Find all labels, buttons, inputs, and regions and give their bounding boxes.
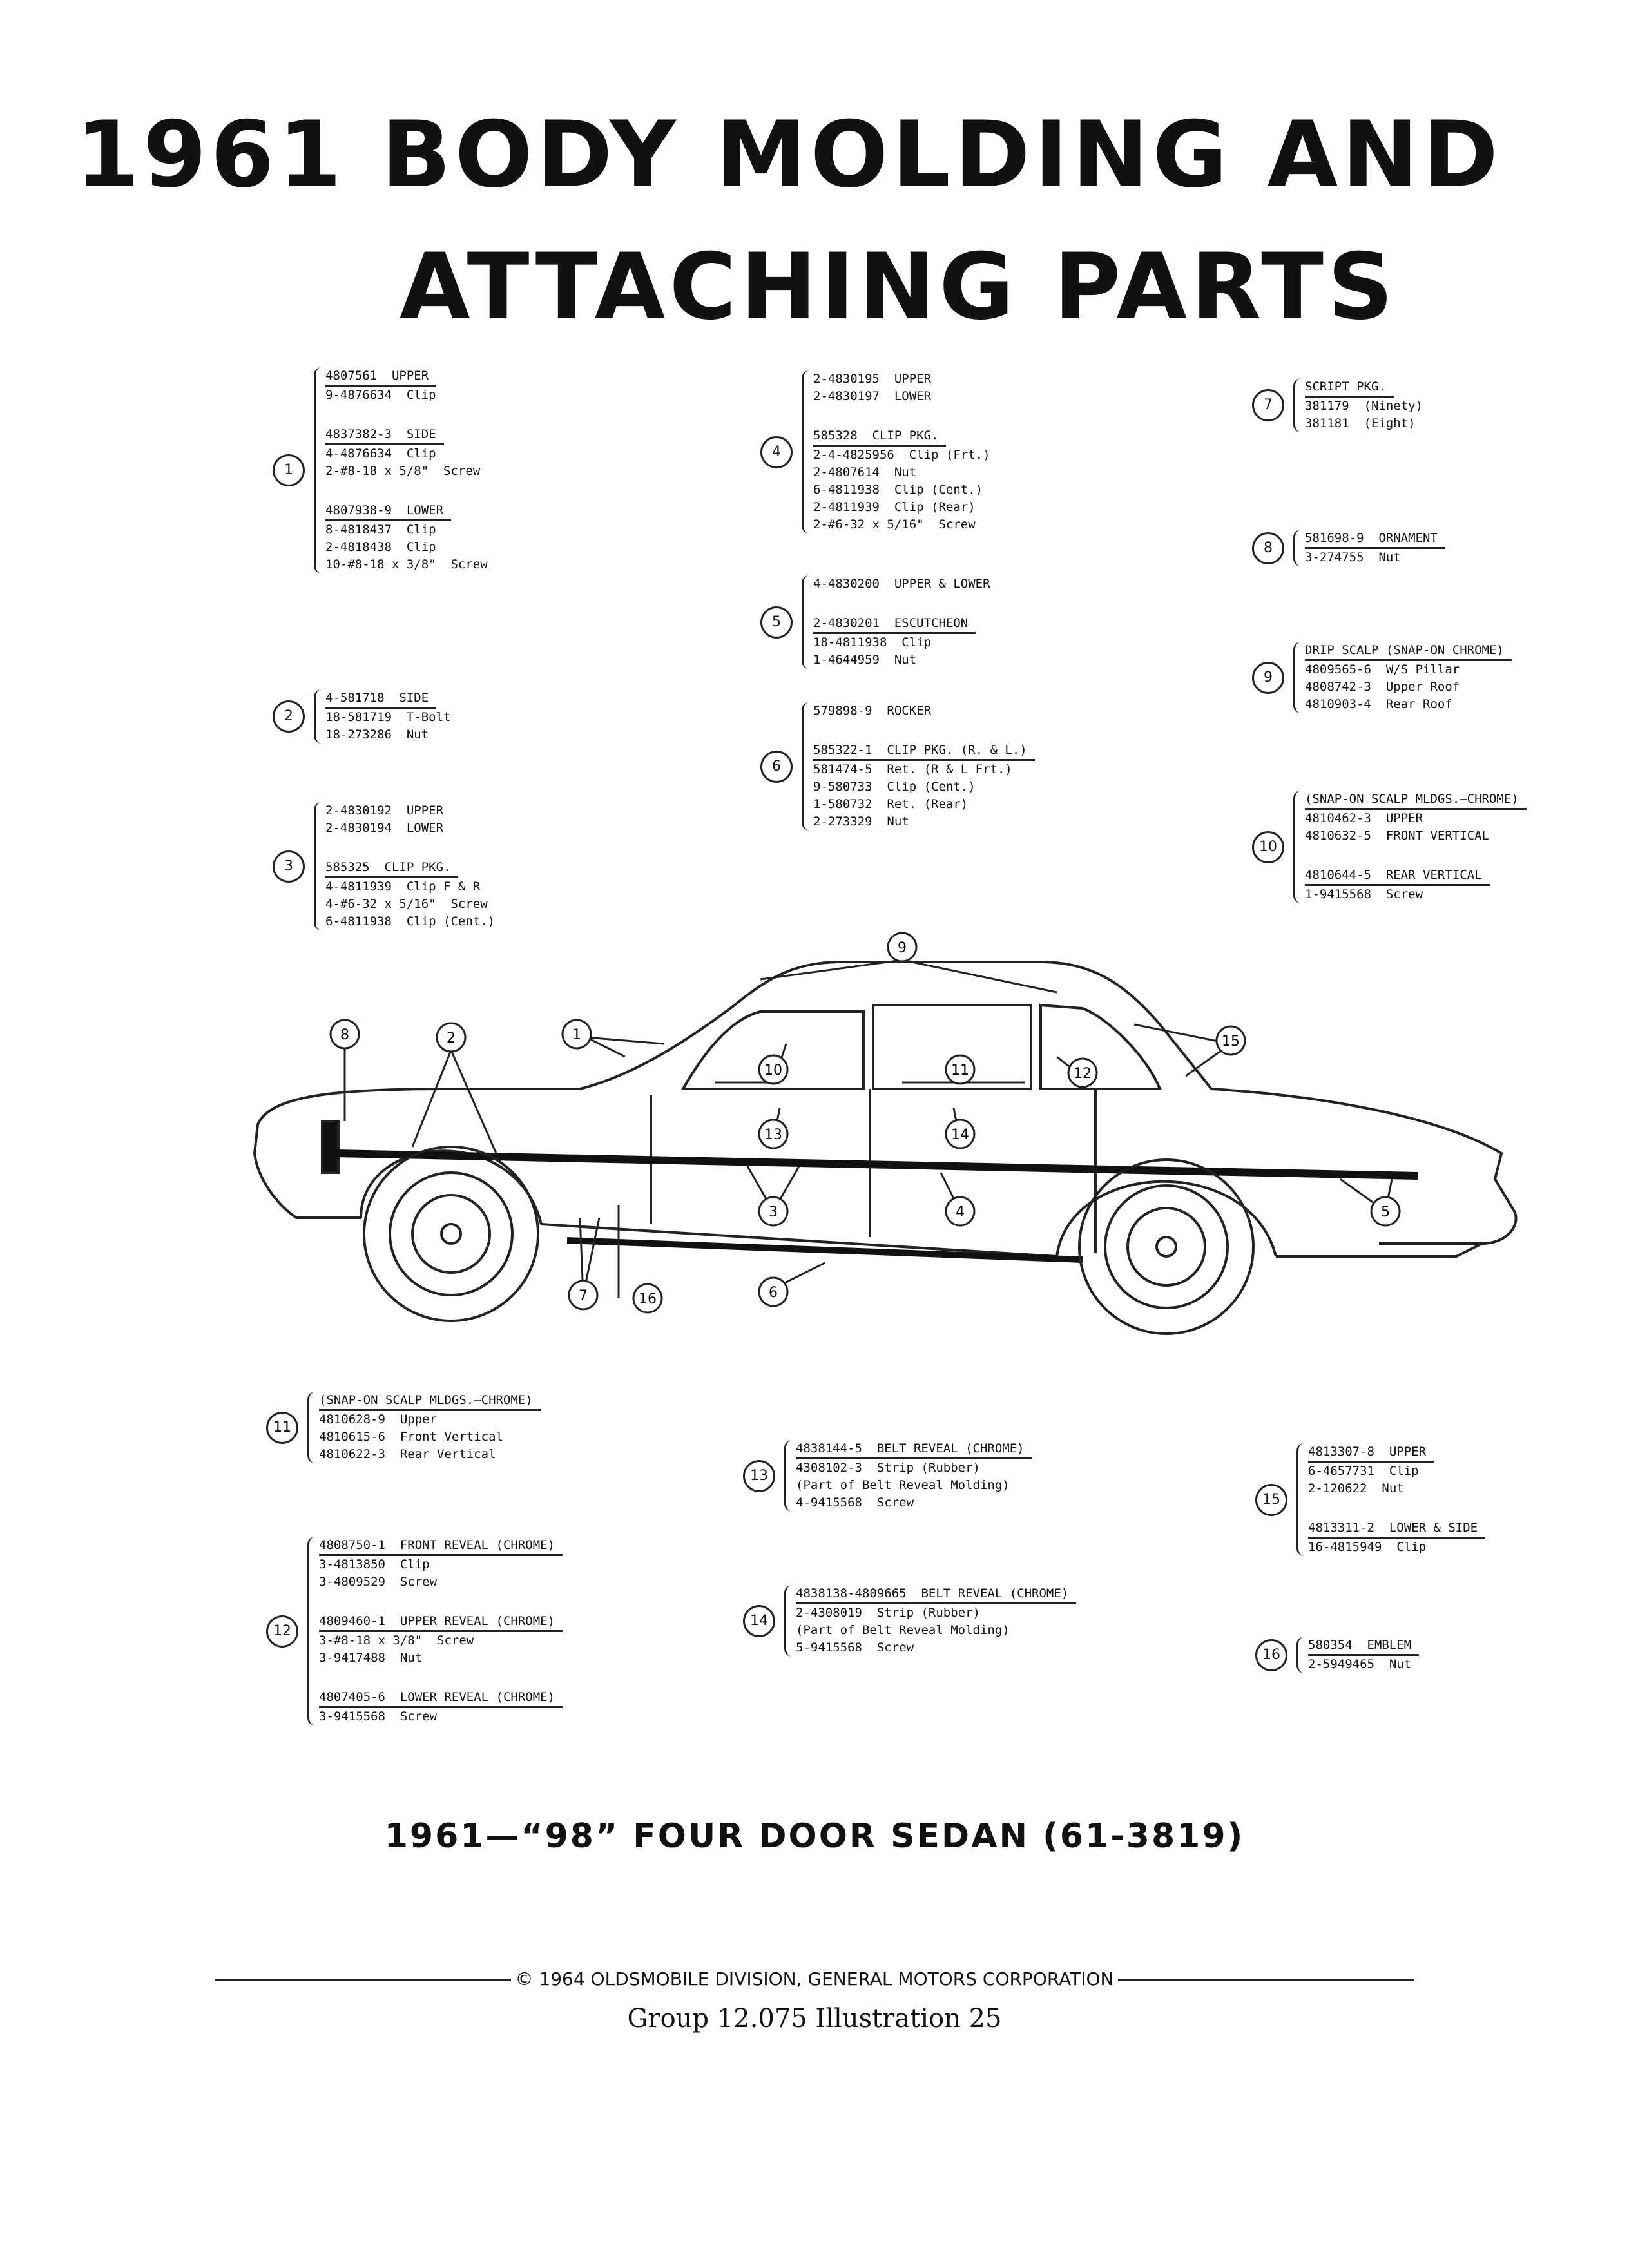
callout-16 [633, 1284, 662, 1312]
part-heading: 580354 EMBLEM [1308, 1637, 1419, 1656]
part-heading: 4807561 UPPER [325, 367, 436, 387]
callout-2 [437, 1023, 465, 1052]
part-line: 2-#6-32 x 5/16" Screw [813, 517, 976, 532]
part-line: 2-4830194 LOWER [325, 821, 444, 835]
part-line: 10-#8-18 x 3/8" Screw [325, 557, 488, 572]
svg-text:5: 5 [1381, 1204, 1390, 1220]
part-line: 6-4811938 Clip (Cent.) [325, 914, 496, 928]
group-brace [1296, 1443, 1305, 1556]
part-line: 4-4830200 UPPER & LOWER [813, 577, 990, 591]
part-line: 4-9415568 Screw [796, 1495, 914, 1510]
svg-text:12: 12 [1074, 1066, 1092, 1082]
part-line: 3-9415568 Screw [319, 1709, 438, 1724]
callout-9 [888, 933, 916, 961]
part-line: 4810628-9 Upper [319, 1412, 438, 1427]
group-number-badge: 13 [743, 1460, 775, 1492]
part-line: 16-4815949 Clip [1308, 1540, 1427, 1554]
part-line: 2-4830197 LOWER [813, 389, 932, 403]
callout-leader-lines [345, 960, 1392, 1298]
callouts [331, 933, 1400, 1312]
svg-text:11: 11 [951, 1062, 969, 1079]
group-number-badge: 12 [266, 1615, 298, 1648]
part-heading: 4837382-3 SIDE [325, 426, 444, 445]
part-line: 9-4876634 Clip [325, 388, 436, 402]
front-wheel [364, 1147, 538, 1321]
part-heading: SCRIPT PKG. [1305, 378, 1394, 398]
svg-text:8: 8 [340, 1027, 349, 1043]
copyright-text: © 1964 OLDSMOBILE DIVISION, GENERAL MOTORS CORPORATION [515, 1968, 1114, 1990]
group-illustration-label: Group 12.075 Illustration 25 [627, 2004, 1002, 2033]
part-line: 2-5949465 Nut [1308, 1657, 1412, 1671]
section-gap [319, 1667, 563, 1689]
part-line: 2-4818438 Clip [325, 540, 436, 554]
svg-text:14: 14 [951, 1127, 969, 1143]
section-gap [319, 1591, 563, 1613]
part-line: 4-4811939 Clip F & R [325, 879, 481, 894]
svg-text:9: 9 [898, 940, 907, 956]
group-number-badge: 3 [273, 850, 305, 883]
callout-13 [759, 1120, 787, 1148]
group-number-badge: 11 [266, 1412, 298, 1444]
part-line: 2-4811939 Clip (Rear) [813, 500, 976, 514]
part-line: 4810615-6 Front Vertical [319, 1430, 503, 1444]
footer-rule-left [215, 1979, 511, 1981]
svg-text:13: 13 [764, 1127, 782, 1143]
parts-group-13 [750, 1440, 1032, 1512]
callout-14 [946, 1120, 974, 1148]
part-heading: 4-581718 SIDE [325, 689, 436, 709]
page-title-line-1: 1961 BODY MOLDING AND [75, 102, 1503, 208]
group-number-badge: 10 [1252, 831, 1284, 863]
part-heading: 4838138-4809665 BELT REVEAL (CHROME) [796, 1585, 1076, 1604]
part-heading: 4807405-6 LOWER REVEAL (CHROME) [319, 1689, 563, 1708]
page-title-line-2: ATTACHING PARTS [399, 234, 1398, 340]
group-brace [1296, 1637, 1305, 1673]
part-line: 3-4809529 Screw [319, 1575, 438, 1589]
svg-text:15: 15 [1222, 1033, 1240, 1050]
part-line: 3-9417488 Nut [319, 1651, 423, 1665]
part-heading: 581698-9 ORNAMENT [1305, 530, 1445, 549]
part-line: 2-4830192 UPPER [325, 803, 444, 818]
svg-text:1: 1 [572, 1027, 581, 1043]
callout-1 [563, 1020, 591, 1048]
group-number-badge: 9 [1252, 662, 1284, 694]
callout-8 [331, 1020, 359, 1048]
group-brace [784, 1440, 793, 1512]
part-line: 381179 (Ninety) [1305, 399, 1423, 413]
group-number-badge: 6 [760, 751, 793, 783]
part-line: 3-274755 Nut [1305, 550, 1401, 564]
svg-text:6: 6 [769, 1285, 778, 1301]
part-line: 579898-9 ROCKER [813, 704, 932, 718]
rear-wheel [1079, 1160, 1253, 1334]
group-number-badge: 5 [760, 606, 793, 639]
part-heading: 585322-1 CLIP PKG. (R. & L.) [813, 742, 1035, 761]
part-heading: DRIP SCALP (SNAP-ON CHROME) [1305, 642, 1512, 661]
callout-12 [1068, 1059, 1097, 1087]
group-number-badge: 14 [743, 1605, 775, 1637]
footer-rule-right [1118, 1979, 1414, 1981]
part-line: 3-4813850 Clip [319, 1557, 430, 1571]
parts-group-15 [1262, 1443, 1485, 1556]
callout-11 [946, 1055, 974, 1084]
part-heading: 4810644-5 REAR VERTICAL [1305, 867, 1490, 886]
part-line: 381181 (Eight) [1305, 416, 1416, 430]
part-line: 2-120622 Nut [1308, 1481, 1404, 1495]
part-line: 4808742-3 Upper Roof [1305, 680, 1460, 694]
part-line: 1-580732 Ret. (Rear) [813, 797, 969, 811]
group-number-badge: 8 [1252, 532, 1284, 564]
part-line: 2-4-4825956 Clip (Frt.) [813, 448, 990, 462]
part-heading: (SNAP-ON SCALP MLDGS.—CHROME) [319, 1392, 541, 1411]
part-line: 1-9415568 Screw [1305, 887, 1423, 901]
part-heading: 4838144-5 BELT REVEAL (CHROME) [796, 1440, 1032, 1459]
part-line: 4810903-4 Rear Roof [1305, 697, 1452, 711]
group-number-badge: 4 [760, 436, 793, 468]
parts-group-12 [273, 1537, 563, 1725]
part-line: 4809565-6 W/S Pillar [1305, 662, 1460, 677]
part-line: 4810622-3 Rear Vertical [319, 1447, 496, 1461]
part-line: 4-4876634 Clip [325, 447, 436, 461]
svg-text:2: 2 [447, 1030, 456, 1046]
group-brace [784, 1585, 793, 1657]
part-line: 9-580733 Clip (Cent.) [813, 780, 976, 794]
part-heading: 4813311-2 LOWER & SIDE [1308, 1519, 1485, 1539]
callout-10 [759, 1055, 787, 1084]
section-gap [1308, 1497, 1485, 1519]
part-line: 4-#6-32 x 5/16" Screw [325, 897, 488, 911]
part-line: 2-4830195 UPPER [813, 372, 932, 386]
part-line: 2-4308019 Strip (Rubber) [796, 1606, 980, 1620]
part-line: (Part of Belt Reveal Molding) [796, 1623, 1010, 1637]
svg-text:7: 7 [579, 1288, 588, 1304]
svg-text:3: 3 [769, 1204, 778, 1220]
part-line: 6-4811938 Clip (Cent.) [813, 483, 983, 497]
callout-4 [946, 1197, 974, 1225]
part-line: 8-4818437 Clip [325, 523, 436, 537]
diagram-subtitle: 1961—“98” FOUR DOOR SEDAN (61-3819) [384, 1817, 1245, 1856]
part-line: 4308102-3 Strip (Rubber) [796, 1461, 980, 1475]
parts-group-14 [750, 1585, 1076, 1657]
group-number-badge: 15 [1255, 1484, 1287, 1516]
part-heading: 4813307-8 UPPER [1308, 1443, 1434, 1463]
copyright-footer [0, 1968, 1629, 1990]
part-line: 18-273286 Nut [325, 727, 429, 742]
part-heading: 4807938-9 LOWER [325, 502, 451, 521]
part-heading: 2-4830201 ESCUTCHEON [813, 615, 976, 634]
part-heading: 4809460-1 UPPER REVEAL (CHROME) [319, 1613, 563, 1632]
group-brace [307, 1537, 316, 1725]
callout-3 [759, 1197, 787, 1225]
group-number-badge: 16 [1255, 1639, 1287, 1671]
part-line: 5-9415568 Screw [796, 1640, 914, 1655]
callout-6 [759, 1278, 787, 1306]
svg-text:10: 10 [764, 1062, 782, 1079]
part-line: (Part of Belt Reveal Molding) [796, 1478, 1010, 1492]
group-number-badge: 2 [273, 700, 305, 733]
part-heading: 585325 CLIP PKG. [325, 859, 458, 878]
part-line: 18-581719 T-Bolt [325, 710, 451, 724]
part-line: 1-4644959 Nut [813, 653, 917, 667]
part-line: 581474-5 Ret. (R & L Frt.) [813, 762, 1012, 776]
part-line: 18-4811938 Clip [813, 635, 932, 649]
part-line: 4810632-5 FRONT VERTICAL [1305, 829, 1489, 843]
callout-7 [569, 1281, 597, 1309]
part-heading: 585328 CLIP PKG. [813, 427, 946, 447]
group-number-badge: 1 [273, 454, 305, 486]
callout-15 [1217, 1026, 1245, 1055]
part-line: 2-4807614 Nut [813, 465, 917, 479]
callout-5 [1371, 1197, 1400, 1225]
part-line: 6-4657731 Clip [1308, 1464, 1419, 1478]
part-line: 2-273329 Nut [813, 814, 909, 829]
svg-text:16: 16 [639, 1291, 657, 1307]
part-heading: (SNAP-ON SCALP MLDGS.—CHROME) [1305, 791, 1527, 810]
car-body-outline [255, 962, 1516, 1256]
group-number-badge: 7 [1252, 389, 1284, 421]
part-line: 4810462-3 UPPER [1305, 811, 1423, 825]
part-line: 2-#8-18 x 5/8" Screw [325, 464, 481, 478]
part-heading: 4808750-1 FRONT REVEAL (CHROME) [319, 1537, 563, 1556]
parts-group-16 [1262, 1637, 1419, 1673]
svg-text:4: 4 [956, 1204, 965, 1220]
part-line: 3-#8-18 x 3/8" Screw [319, 1633, 474, 1648]
